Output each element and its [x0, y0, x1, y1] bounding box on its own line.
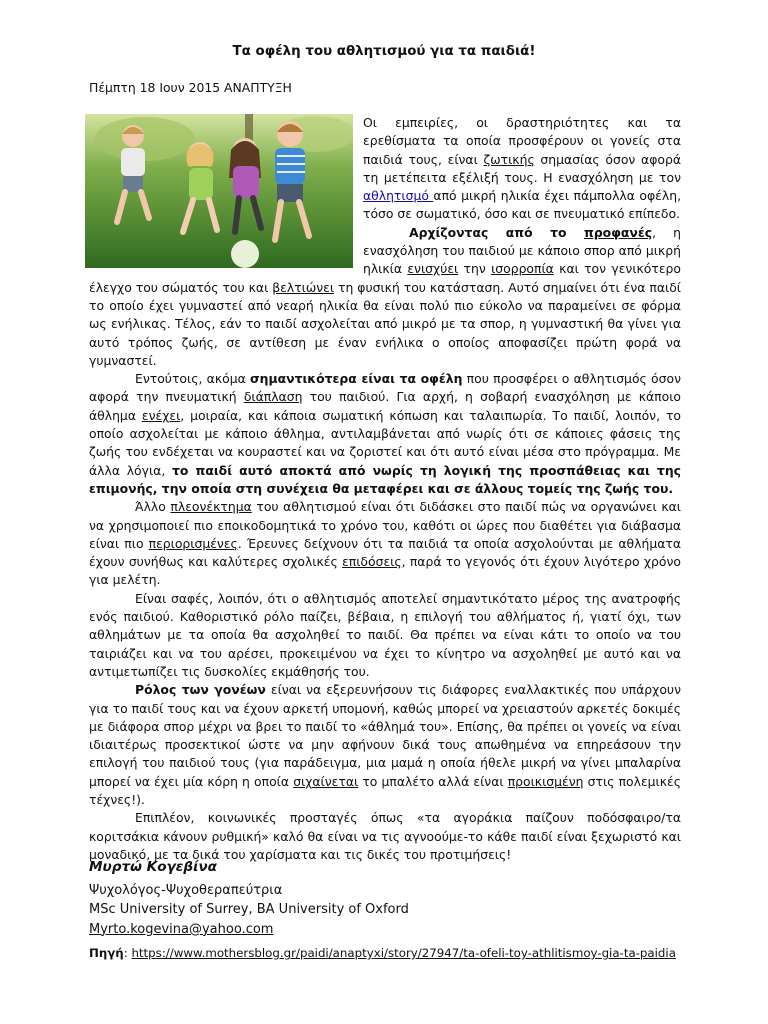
author-signature [89, 858, 409, 939]
article-body [89, 114, 681, 864]
author-education: MSc University of Surrey, BA University of Oxford [89, 902, 409, 918]
source-label: Πηγή [89, 946, 124, 960]
paragraph-time-management: Άλλο πλεονέκτημα του αθλητισμού είναι ότι διδάσκει στο παιδί πώς να οργανώνει και να χρησιμοποιεί πιο εποικοδομητικά το χρόνο του, καθότι οι ώρες που διαθέτει για διάβασμα είναι πιο περιορισμένες. Έρευνες δείχνουν ότι τα παιδιά τα οποία ασχολούνται με αθλήματα έχουν συνήθως και καλύτερες σχολικές επιδόσεις, παρά το γεγονός ότι έχουν λιγότερο χρόνο για μελέτη. [89, 499, 681, 588]
author-role: Ψυχολόγος-Ψυχοθεραπεύτρια [89, 882, 283, 898]
article-dateline: Πέμπτη 18 Ιουν 2015 ΑΝΑΠΤΥΞΗ [89, 80, 292, 95]
article-title: Τα οφέλη του αθλητισμού για τα παιδιά! [232, 44, 536, 59]
underlined-word: προφανές [584, 224, 653, 240]
paragraph-mental-benefits: Εντούτοις, ακόμα σημαντικότερα είναι τα οφέλη που προσφέρει ο αθλητισμός όσον αφορά την πνευματική διάπλαση του παιδιού. Για αρχή, η σοβαρή ενασχόληση με κάποιο άθλημα ενέχει, μοιραία, και κάποια σωματική κόπωση και ταλαιπωρία. Το παιδί, λοιπόν, το οποίο ασχολείται με κάποιο άθλημα, αντιλαμβάνεται από νωρίς ότι σε κάποιες φάσεις της ζωής του ενδέχεται να κουραστεί και να ζοριστεί και ότι αυτό είναι μέσα στο πρόγραμμα. Με άλλα λόγια, το παιδί αυτό αποκτά από νωρίς τη λογική της προσπάθειας και της επιμονής, την οποία στη συνέχεια θα μεταφέρει και σε άλλους τομείς της ζωής του. [89, 371, 681, 496]
underlined-word: ζωτικής [483, 151, 535, 167]
paragraph-obvious-benefits: Αρχίζοντας από το προφανές, η ενασχόληση του παιδιού με κάποιο σπορ από μικρή ηλικία ενισχύει την ισορροπία και τον γενικότερο έλεγχο του σώματός του και βελτιώνει τη φυσική του κατάσταση. Αυτό σημαίνει ότι ένα παιδί το οποίο έχει γυμναστεί από νεαρή ηλικία θα είναι πολύ πιο εύκολο να παραμείνει σε φόρμα ως ενήλικας. Τέλος, εάν το παιδί ασχολείται από μικρό με τα σπορ, η γυμναστική θα γίνει για αυτό τρόπος ζωής, σε αντίθεση με έναν ενήλικα ο οποίος αποφασίζει πρώτη φορά να γυμναστεί. [89, 224, 681, 368]
source-line: Πηγή: https://www.mothersblog.gr/paidi/anaptyxi/story/27947/ta-ofeli-toy-athlitismoy-gia-ta-paidia [89, 946, 676, 960]
source-url-link[interactable]: https://www.mothersblog.gr/paidi/anaptyxi/story/27947/ta-ofeli-toy-athlitismoy-gia-ta-paidia [131, 946, 676, 960]
author-name: Μυρτώ Κογεβίνα [89, 859, 217, 875]
paragraph-intro: Οι εμπειρίες, οι δραστηριότητες και τα ερεθίσματα τα οποία προσφέρουν οι γονείς στα παιδιά τους, είναι ζωτικής σημασίας όσον αφορά τη μετέπειτα εξέλιξή τους. Η ενασχόληση με τον αθλητισμό από μικρή ηλικία έχει πάμπολλα οφέλη, τόσο σε σωματικό, όσο και σε πνευματικό επίπεδο. [363, 115, 682, 222]
paragraph-parents-role: Ρόλος των γονέων είναι να εξερευνήσουν τις διάφορες εναλλακτικές που υπάρχουν για το παιδί τους και να έχουν αρκετή υπομονή, καθώς μπορεί να χρειαστούν αρκετές δοκιμές με διάφορα σπορ μέχρι να βρει το παιδί το «άθλημά του». Επίσης, θα πρέπει οι γονείς να είναι ιδιαιτέρως προσεκτικοί ώστε να μην αφήνουν δικά τους απωθημένα να επηρεάσουν την επιλογή του παιδιού τους (για παράδειγμα, μια μαμά η οποία ήθελε μικρή να γίνει μπαλαρίνα μπορεί να έχει μία κόρη η οποία σιχαίνεται το μπαλέτο αλλά είναι προικισμένη στις πολεμικές τέχνες!). [89, 682, 681, 807]
author-email-link[interactable]: Myrto.kogevina@yahoo.com [89, 921, 274, 937]
athletics-link[interactable]: αθλητισμό [363, 188, 434, 204]
paragraph-conclusion: Είναι σαφές, λοιπόν, ότι ο αθλητισμός αποτελεί σημαντικότατο μέρος της ανατροφής ενός παιδιού. Καθοριστικό ρόλο παίζει, βέβαια, η επιλογή του αθλήματος ή, γιατί όχι, των αθλημάτων με τα οποία θα ασχοληθεί το παιδί. Θα πρέπει να είναι κάτι το οποίο να του ταιριάζει και να του αρέσει, προκειμένου να έχει το κίνητρο να ασχοληθεί με αυτό και να αντιμετωπίζει τις δυσκολίες εκμάθησής του. [89, 590, 681, 679]
photo-spacer [89, 114, 363, 265]
paragraph-social-norms: Επιπλέον, κοινωνικές προσταγές όπως «τα αγοράκια παίζουν ποδόσφαιρο/τα κοριτσάκια κάνουν ρυθμική» καλό θα είναι να τις αγνοούμε-το κάθε παιδί είναι ξεχωριστό και μοναδικό, με τα δικά του χαρίσματα και τις δικές του προτιμήσεις! [89, 810, 681, 862]
